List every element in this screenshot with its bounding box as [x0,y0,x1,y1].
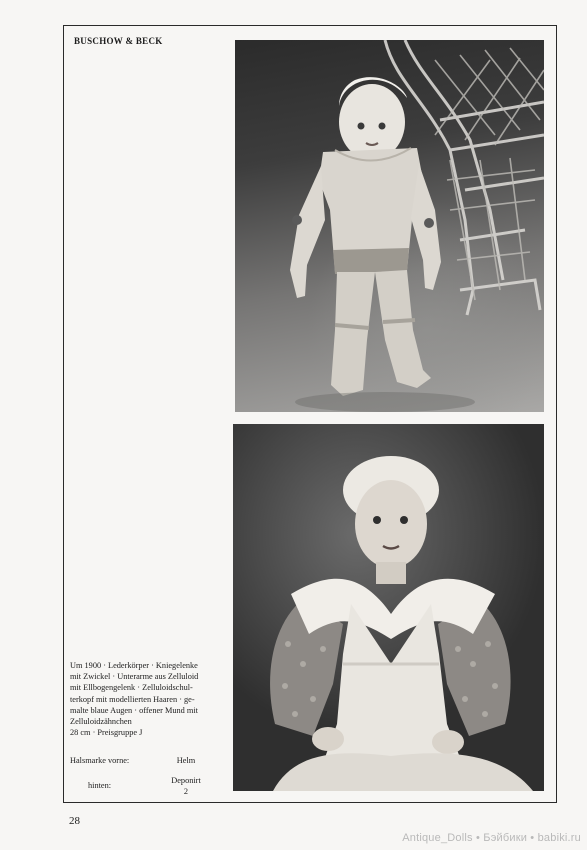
doll-photo-top-drawing [235,40,544,412]
doll-photo-bottom [233,424,544,791]
doll-photo-top [235,40,544,412]
neck-marks [70,755,232,799]
mark-front-value: Helm [176,756,196,765]
mark-front-label: Halsmarke vorne: [70,756,130,765]
caption-line: Zelluloidzähnchen [70,717,132,727]
caption-line: mit Ellbogengelenk · Zelluloidschul- [70,683,193,693]
mark-back-value-line-2: 2 [183,787,189,796]
doll-photo-bottom-drawing [233,424,544,791]
caption-line: Um 1900 · Lederkörper · Kniegelenke [70,661,198,670]
mark-back-value [168,775,204,797]
mark-front-row [70,755,232,769]
mark-back-label: hinten: [88,781,112,790]
watermark-text: Antique_Dolls • Бэйбики • babiki.ru [402,832,581,844]
brand-heading: BUSCHOW & BECK [74,36,163,46]
mark-back-value-line-1: Deponirt [171,776,201,785]
caption-line: 28 cm · Preisgruppe J [70,728,143,738]
caption-line: terkopf mit modellierten Haaren · ge- [70,694,195,704]
mark-back-row [70,775,232,799]
doll-description [70,660,232,738]
caption-line: malte blaue Augen · offener Mund mit [70,705,198,715]
caption-line: mit Zwickel · Unterarme aus Zelluloid [70,672,199,682]
page-number: 28 [69,815,80,827]
